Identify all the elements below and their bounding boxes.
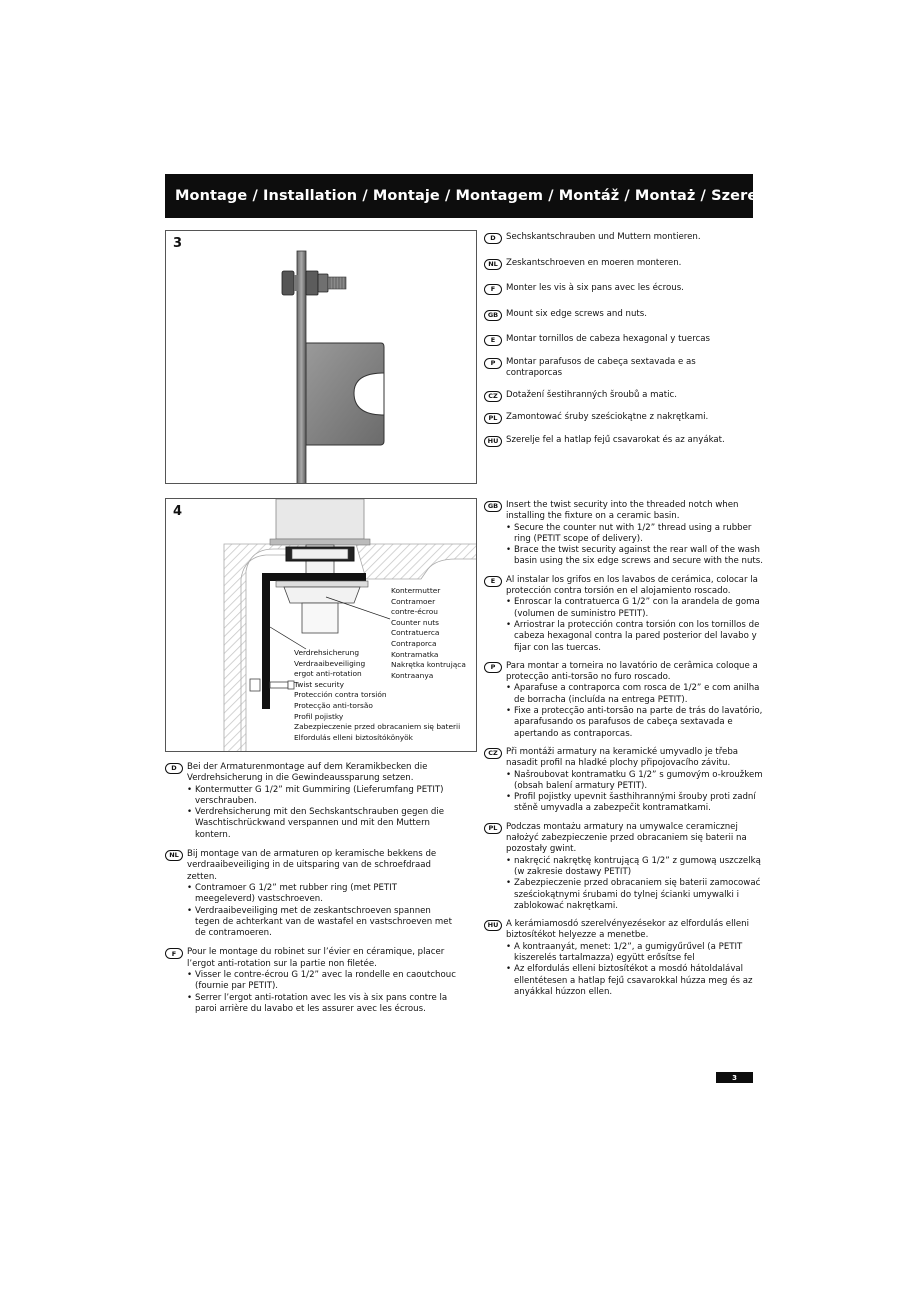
callout-label: Contramoer bbox=[391, 596, 436, 606]
lang-badge: P bbox=[484, 358, 502, 369]
twist-security-callout bbox=[294, 648, 460, 743]
instruction-bullets bbox=[187, 970, 457, 1015]
instruction-bullets bbox=[506, 770, 769, 815]
callout-label: ergot anti-rotation bbox=[294, 669, 362, 679]
instruction-bullet: • Kontermutter G 1/2” mit Gummiring (Lieferumfang PETIT) verschrauben. bbox=[187, 785, 457, 808]
callout-label: Contratuerca bbox=[391, 628, 440, 638]
lang-badge: GB bbox=[484, 501, 502, 512]
step-3-text: Dotažení šestihranných šroubů a matic. bbox=[506, 389, 678, 400]
figure-4-number: 4 bbox=[173, 504, 183, 519]
instruction-intro: Podczas montażu armatury na umywalce ceramicznej nałożyć zabezpieczenie przed obracaniem się baterii na pozostały gwint. bbox=[506, 821, 747, 855]
instruction-intro: Al instalar los grifos en los lavabos de cerámica, colocar la protección contra torsión en el alojamiento roscado. bbox=[506, 574, 758, 597]
instruction-bullet: • Serrer l’ergot anti-rotation avec les vis à six pans contre la paroi arrière du lavabo et les assurer avec les écrous. bbox=[187, 993, 457, 1016]
callout-label: Counter nuts bbox=[391, 617, 439, 627]
step-3-text: Zamontować śruby sześciokątne z nakrętkami. bbox=[506, 412, 709, 423]
instruction-bullet: • Arriostrar la protección contra torsión con los tornillos de cabeza hexagonal contra la pared posterior del lavabo y fijar con las tuercas. bbox=[506, 620, 769, 654]
lang-badge: P bbox=[484, 662, 502, 673]
instruction-bullets bbox=[506, 942, 769, 998]
instruction-bullet: • Profil pojistky upevnit šasthihrannými šrouby proti zadní stěně umyvadla a zabezpečit kontramatkami. bbox=[506, 792, 769, 815]
step-3-text: Sechskantschrauben und Muttern montieren. bbox=[506, 232, 701, 242]
figure-3 bbox=[165, 230, 477, 484]
instruction-bullet: • Az elfordulás elleni biztosítékot a mosdó hátoldalával ellentétesen a hatlap fejű csavarokkal húzza meg és az anyákkal húzzon ellen. bbox=[506, 964, 769, 998]
instruction-bullet: • Aparafuse a contraporca com rosca de 1/2” e com anilha de borracha (incluída na entrega PETIT). bbox=[506, 683, 769, 706]
lang-badge: NL bbox=[484, 259, 502, 270]
callout-label: Kontramatka bbox=[391, 649, 439, 659]
instruction-bullet: • Fixe a protecção anti-torsão na parte de trás do lavatório, aparafusando os parafusos de cabeça sextavada e apertando as contraporcas. bbox=[506, 706, 769, 740]
instruction-bullets bbox=[506, 683, 769, 739]
instruction-intro: Pour le montage du robinet sur l’évier en céramique, placer l’ergot anti-rotation sur la partie non filetée. bbox=[187, 947, 445, 969]
instruction-bullet: • Enroscar la contratuerca G 1/2” con la arandela de goma (volumen de suministro PETIT). bbox=[506, 597, 769, 620]
instruction-bullet: • Visser le contre-écrou G 1/2” avec la rondelle en caoutchouc (fournie par PETIT). bbox=[187, 970, 457, 993]
instruction-bullet: • Verdrehsicherung mit den Sechskantschrauben gegen die Waschtischrückwand verspannen und mit den Muttern kontern. bbox=[187, 807, 457, 841]
callout-label: Protecção anti-torsão bbox=[294, 700, 373, 710]
step-3-fr bbox=[484, 283, 754, 295]
step-4-fr bbox=[165, 947, 457, 1015]
figure-3-number: 3 bbox=[173, 236, 183, 251]
callout-label: Kontraanya bbox=[391, 670, 434, 680]
instruction-bullet: • A kontraanyát, menet: 1/2”, a gumigyűrűvel (a PETIT kiszerelés tartalmazza) együtt erősítse fel bbox=[506, 942, 769, 965]
step-4-gb bbox=[484, 500, 769, 568]
step-4-hu bbox=[484, 919, 769, 998]
step-4-nl bbox=[165, 849, 457, 939]
instruction-bullet: • Brace the twist security against the rear wall of the wash basin using the six edge screws and secure with the nuts. bbox=[506, 545, 769, 568]
step-3-instructions bbox=[484, 232, 754, 447]
step-3-cz bbox=[484, 390, 754, 402]
step-4-cz bbox=[484, 747, 769, 815]
instruction-bullets bbox=[187, 883, 457, 939]
step-3-text: Montar parafusos de cabeça sextavada e as contraporcas bbox=[506, 356, 696, 378]
callout-label: Twist security bbox=[294, 679, 344, 689]
step-4-instructions-left bbox=[165, 762, 457, 1015]
step-3-pt bbox=[484, 357, 754, 380]
lang-badge: E bbox=[484, 576, 502, 587]
step-3-gb bbox=[484, 309, 754, 321]
step-3-pl bbox=[484, 412, 754, 424]
callout-label: Protección contra torsión bbox=[294, 690, 387, 700]
callout-label: Elfordulás elleni biztosítókönyök bbox=[294, 732, 413, 742]
instruction-bullet: • Verdraaibeveiliging met de zeskantschroeven spannen tegen de achterkant van de wastafel en vastschroeven met de contramoeren. bbox=[187, 906, 457, 940]
instruction-intro: Para montar a torneira no lavatório de cerâmica coloque a protecção anti-torsão no furo roscado. bbox=[506, 660, 758, 683]
instruction-intro: Insert the twist security into the threaded notch when installing the fixture on a ceramic basin. bbox=[506, 500, 739, 522]
page-number: 3 bbox=[716, 1072, 753, 1083]
step-3-text: Zeskantschroeven en moeren monteren. bbox=[506, 257, 682, 268]
lang-badge: D bbox=[484, 233, 502, 244]
step-3-text: Monter les vis à six pans avec les écrous. bbox=[506, 283, 684, 293]
step-3-de bbox=[484, 232, 754, 244]
lang-badge: F bbox=[165, 948, 183, 959]
step-3-text: Montar tornillos de cabeza hexagonal y tuercas bbox=[506, 334, 711, 344]
instruction-bullet: • nakręcić nakrętkę kontrującą G 1/2” z gumową uszczelką (w zakresie dostawy PETIT) bbox=[506, 856, 769, 879]
step-4-de bbox=[165, 762, 457, 841]
section-header bbox=[165, 174, 782, 218]
instruction-bullet: • Našroubovat kontramatku G 1/2” s gumovým o-kroužkem (obsah balení armatury PETIT). bbox=[506, 770, 769, 793]
section-title: Montage / Installation / Montaje / Montagem / Montáž / Montaż / Szerelés bbox=[175, 188, 782, 204]
instruction-intro: A kerámiamosdó szerelvényezésekor az elfordulás elleni biztosítékot helyezze a menetbe. bbox=[506, 919, 749, 941]
instruction-intro: Při montáži armatury na keramické umyvadlo je třeba nasadit profil na hladké plochy připojovacího závitu. bbox=[506, 746, 739, 769]
instruction-bullet: • Zabezpieczenie przed obracaniem się baterii zamocować sześciokątnymi śrubami do tylnej ścianki umywalki i zablokować nakrętkami. bbox=[506, 878, 769, 912]
instruction-bullet: • Secure the counter nut with 1/2” thread using a rubber ring (PETIT scope of delivery). bbox=[506, 523, 769, 546]
figure-3-illustration bbox=[166, 231, 477, 484]
callout-label: Verdrehsicherung bbox=[294, 648, 360, 657]
lang-badge: HU bbox=[484, 920, 502, 931]
lang-badge: CZ bbox=[484, 748, 502, 759]
step-3-es bbox=[484, 334, 754, 346]
lang-badge: PL bbox=[484, 413, 502, 424]
instruction-bullets bbox=[506, 597, 769, 653]
instruction-bullets bbox=[506, 523, 769, 568]
callout-label: Contraporca bbox=[391, 638, 437, 648]
lang-badge: HU bbox=[484, 436, 502, 447]
lang-badge: CZ bbox=[484, 391, 502, 402]
step-4-pt bbox=[484, 661, 769, 740]
callout-label: Profil pojistky bbox=[294, 711, 344, 721]
callout-label: Verdraaibeveiliging bbox=[294, 658, 366, 668]
instruction-intro: Bij montage van de armaturen op keramische bekkens de verdraaibeveiliging in de uitsparing van de schroefdraad zetten. bbox=[187, 849, 437, 882]
lang-badge: NL bbox=[165, 850, 183, 861]
step-4-instructions-right bbox=[484, 500, 769, 998]
callout-label: Kontermutter bbox=[391, 586, 441, 595]
step-4-es bbox=[484, 575, 769, 654]
instruction-bullets bbox=[506, 856, 769, 912]
lang-badge: GB bbox=[484, 310, 502, 321]
lang-badge: E bbox=[484, 335, 502, 346]
step-4-pl bbox=[484, 822, 769, 912]
callout-label: Zabezpieczenie przed obracaniem się baterii bbox=[294, 722, 461, 732]
figure-4 bbox=[165, 498, 477, 752]
lang-badge: F bbox=[484, 284, 502, 295]
instruction-bullet: • Contramoer G 1/2” met rubber ring (met PETIT meegeleverd) vastschroeven. bbox=[187, 883, 457, 906]
callout-label: contre-écrou bbox=[391, 607, 438, 617]
step-3-nl bbox=[484, 258, 754, 270]
instruction-intro: Bei der Armaturenmontage auf dem Keramikbecken die Verdrehsicherung in die Gewindeaussparung setzen. bbox=[187, 762, 428, 784]
step-3-text: Mount six edge screws and nuts. bbox=[506, 308, 648, 319]
callout-label: Nakrętka kontrująca bbox=[391, 660, 466, 670]
instruction-bullets bbox=[187, 785, 457, 841]
lang-badge: D bbox=[165, 763, 183, 774]
lang-badge: PL bbox=[484, 823, 502, 834]
step-3-hu bbox=[484, 435, 754, 447]
step-3-text: Szerelje fel a hatlap fejű csavarokat és az anyákat. bbox=[506, 434, 725, 445]
